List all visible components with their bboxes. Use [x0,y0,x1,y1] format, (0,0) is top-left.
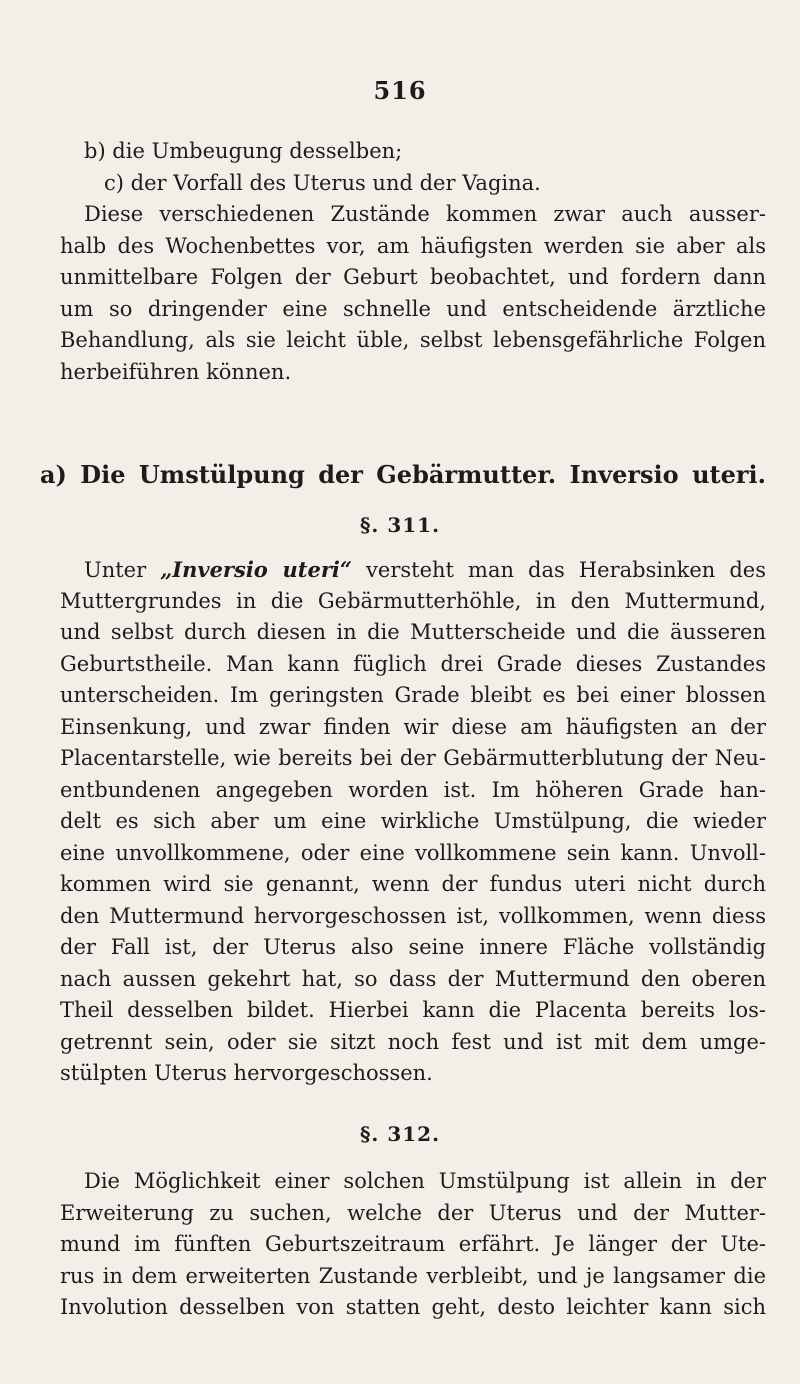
paragraph-line: herbeiführen können. [60,359,292,384]
paragraph-line: Involution desselben von statten geht, desto leichter kann sich [60,1295,766,1319]
paragraph-line: halb des Wochenbettes vor, am häufigsten werden sie aber als [60,233,766,258]
paragraph-line: getrennt sein, oder sie sitzt noch fest und ist mit dem umge- [60,1029,766,1054]
paragraph-line: Einsenkung, und zwar finden wir diese am häufigsten an der [60,714,766,739]
inline-text: Unter [84,558,161,582]
paragraph-line: unterscheiden. Im geringsten Grade bleibt es bei einer blossen [60,683,766,707]
inline-text: versteht man das Herabsinken des [351,558,766,582]
paragraph-line: Erweiterung zu suchen, welche der Uterus und der Mutter- [60,1200,766,1225]
paragraph-line: Theil desselben bildet. Hierbei kann die Placenta bereits los- [60,998,766,1022]
section-311-text [60,554,766,1090]
list-item-c: c) der Vorfall des Uterus und der Vagina. [104,170,541,195]
paragraph-line: rus in dem erweiterten Zustande verbleibt, und je langsamer die [60,1263,766,1288]
page-number: 516 [373,76,427,105]
paragraph-line: nach aussen gekehrt hat, so dass der Muttermund den oberen [60,966,766,991]
paragraph-line: Placentarstelle, wie bereits bei der Gebärmutterblutung der Neu- [60,746,766,770]
paragraph-line: Geburtstheile. Man kann füglich drei Grade dieses Zustandes [60,651,766,676]
section-312-text [60,1166,766,1324]
list-item-b: b) die Umbeugung desselben; [84,139,403,163]
paragraph-line: unmittelbare Folgen der Geburt beobachtet, und fordern dann [60,265,766,289]
paragraph-line-first [60,554,766,586]
paragraph-line: Die Möglichkeit einer solchen Umstülpung ist allein in der [84,1169,766,1193]
paragraph-line: delt es sich aber um eine wirkliche Umstülpung, die wieder [60,809,766,833]
paragraph-line: Behandlung, als sie leicht üble, selbst lebensgefährliche Folgen [60,328,766,352]
paragraph-line: um so dringender eine schnelle und entscheidende ärztliche [60,296,766,321]
paragraph-line: mund im fünften Geburtszeitraum erfährt. Je länger der Ute- [60,1232,766,1256]
paragraph-line: der Fall ist, der Uterus also seine innere Fläche vollständig [60,935,766,959]
paragraph-line: kommen wird sie genannt, wenn der fundus uteri nicht durch [60,872,766,896]
paragraph-mark-311: §. 311. [359,513,441,537]
paragraph-line: stülpten Uterus hervorgeschossen. [60,1061,433,1085]
paragraph-line: Diese verschiedenen Zustände kommen zwar auch ausser- [84,202,766,226]
paragraph-line: entbundenen angegeben worden ist. Im höheren Grade han- [60,777,766,802]
paragraph-mark-312: §. 312. [359,1122,441,1146]
paragraph-line: eine unvollkommene, oder eine vollkommene sein kann. Unvoll- [60,840,766,865]
intro-block [60,136,766,388]
paragraph-line: Muttergrundes in die Gebärmutterhöhle, in den Muttermund, [60,588,766,613]
section-heading: a) Die Umstülpung der Gebärmutter. Inversio uteri. [40,460,766,489]
inline-term: „Inversio uteri“ [160,557,352,582]
paragraph-line: und selbst durch diesen in die Mutterscheide und die äusseren [60,620,766,644]
paragraph-line: den Muttermund hervorgeschossen ist, vollkommen, wenn diess [60,903,766,928]
